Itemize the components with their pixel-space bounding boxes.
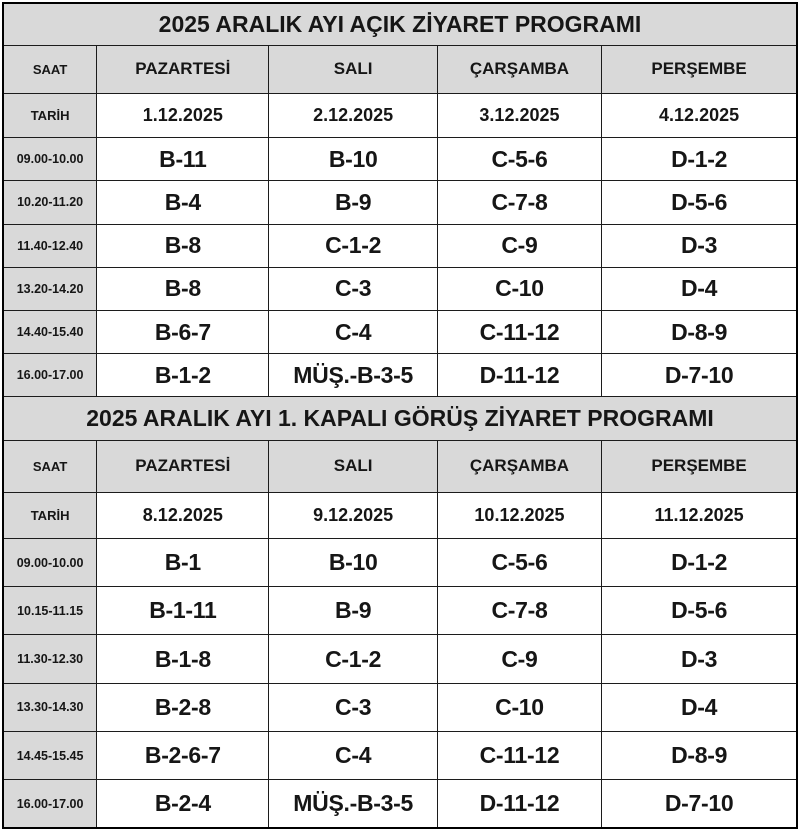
date-cell: 11.12.2025 — [602, 492, 797, 538]
ward-cell: D-5-6 — [602, 181, 797, 224]
schedule-row — [3, 683, 797, 731]
schedule-row — [3, 539, 797, 587]
time-slot: 10.15-11.15 — [3, 587, 97, 635]
ward-cell: D-11-12 — [437, 780, 601, 828]
ward-cell: C-10 — [437, 683, 601, 731]
ward-cell: C-3 — [269, 683, 437, 731]
column-header-day-3: ÇARŞAMBA — [437, 440, 601, 492]
ward-cell: D-1-2 — [602, 539, 797, 587]
time-slot: 16.00-17.00 — [3, 354, 97, 397]
ward-cell: D-8-9 — [602, 310, 797, 353]
date-cell: 9.12.2025 — [269, 492, 437, 538]
time-slot: 09.00-10.00 — [3, 539, 97, 587]
ward-cell: D-7-10 — [602, 780, 797, 828]
ward-cell: B-11 — [97, 138, 269, 181]
ward-cell: C-9 — [437, 635, 601, 683]
ward-cell: C-9 — [437, 224, 601, 267]
time-slot: 13.30-14.30 — [3, 683, 97, 731]
ward-cell: D-4 — [602, 267, 797, 310]
ward-cell: B-10 — [269, 539, 437, 587]
schedule-row — [3, 310, 797, 353]
ward-cell: MÜŞ.-B-3-5 — [269, 780, 437, 828]
ward-cell: B-1-8 — [97, 635, 269, 683]
section-title: 2025 ARALIK AYI AÇIK ZİYARET PROGRAMI — [3, 3, 797, 45]
ward-cell: B-6-7 — [97, 310, 269, 353]
schedule-row — [3, 780, 797, 828]
time-slot: 11.40-12.40 — [3, 224, 97, 267]
date-row — [3, 492, 797, 538]
ward-cell: C-5-6 — [437, 539, 601, 587]
visit-schedule-table — [2, 2, 798, 829]
date-row-label: TARİH — [3, 93, 97, 137]
ward-cell: B-8 — [97, 224, 269, 267]
column-header-day-1: PAZARTESİ — [97, 45, 269, 93]
ward-cell: B-1 — [97, 539, 269, 587]
time-slot: 14.40-15.40 — [3, 310, 97, 353]
ward-cell: C-1-2 — [269, 635, 437, 683]
ward-cell: D-7-10 — [602, 354, 797, 397]
column-header-day-1: PAZARTESİ — [97, 440, 269, 492]
date-cell: 10.12.2025 — [437, 492, 601, 538]
schedule-row — [3, 138, 797, 181]
ward-cell: D-4 — [602, 683, 797, 731]
visit-schedule-sheet — [2, 2, 798, 829]
ward-cell: C-5-6 — [437, 138, 601, 181]
schedule-row — [3, 587, 797, 635]
ward-cell: B-9 — [269, 181, 437, 224]
schedule-row — [3, 181, 797, 224]
ward-cell: B-2-6-7 — [97, 731, 269, 779]
ward-cell: B-4 — [97, 181, 269, 224]
schedule-row — [3, 635, 797, 683]
column-header-saat: SAAT — [3, 440, 97, 492]
time-slot: 14.45-15.45 — [3, 731, 97, 779]
ward-cell: C-7-8 — [437, 181, 601, 224]
date-cell: 2.12.2025 — [269, 93, 437, 137]
schedule-row — [3, 354, 797, 397]
ward-cell: C-7-8 — [437, 587, 601, 635]
schedule-row — [3, 731, 797, 779]
column-header-day-3: ÇARŞAMBA — [437, 45, 601, 93]
ward-cell: C-11-12 — [437, 310, 601, 353]
ward-cell: B-1-2 — [97, 354, 269, 397]
section-title-row — [3, 3, 797, 45]
column-header-day-2: SALI — [269, 45, 437, 93]
ward-cell: D-11-12 — [437, 354, 601, 397]
schedule-row — [3, 224, 797, 267]
date-cell: 3.12.2025 — [437, 93, 601, 137]
time-slot: 11.30-12.30 — [3, 635, 97, 683]
ward-cell: D-1-2 — [602, 138, 797, 181]
section-title-row — [3, 397, 797, 440]
date-row-label: TARİH — [3, 492, 97, 538]
ward-cell: D-3 — [602, 224, 797, 267]
ward-cell: B-2-4 — [97, 780, 269, 828]
column-header-day-4: PERŞEMBE — [602, 45, 797, 93]
column-header-saat: SAAT — [3, 45, 97, 93]
column-header-row — [3, 45, 797, 93]
column-header-day-4: PERŞEMBE — [602, 440, 797, 492]
section-title: 2025 ARALIK AYI 1. KAPALI GÖRÜŞ ZİYARET PROGRAMI — [3, 397, 797, 440]
ward-cell: B-1-11 — [97, 587, 269, 635]
ward-cell: D-3 — [602, 635, 797, 683]
ward-cell: C-11-12 — [437, 731, 601, 779]
ward-cell: D-8-9 — [602, 731, 797, 779]
ward-cell: C-1-2 — [269, 224, 437, 267]
time-slot: 10.20-11.20 — [3, 181, 97, 224]
column-header-row — [3, 440, 797, 492]
ward-cell: C-3 — [269, 267, 437, 310]
ward-cell: B-10 — [269, 138, 437, 181]
ward-cell: B-8 — [97, 267, 269, 310]
date-cell: 1.12.2025 — [97, 93, 269, 137]
ward-cell: B-9 — [269, 587, 437, 635]
ward-cell: D-5-6 — [602, 587, 797, 635]
column-header-day-2: SALI — [269, 440, 437, 492]
ward-cell: B-2-8 — [97, 683, 269, 731]
time-slot: 16.00-17.00 — [3, 780, 97, 828]
ward-cell: C-4 — [269, 731, 437, 779]
time-slot: 09.00-10.00 — [3, 138, 97, 181]
date-row — [3, 93, 797, 137]
ward-cell: MÜŞ.-B-3-5 — [269, 354, 437, 397]
ward-cell: C-4 — [269, 310, 437, 353]
date-cell: 4.12.2025 — [602, 93, 797, 137]
date-cell: 8.12.2025 — [97, 492, 269, 538]
ward-cell: C-10 — [437, 267, 601, 310]
time-slot: 13.20-14.20 — [3, 267, 97, 310]
schedule-row — [3, 267, 797, 310]
